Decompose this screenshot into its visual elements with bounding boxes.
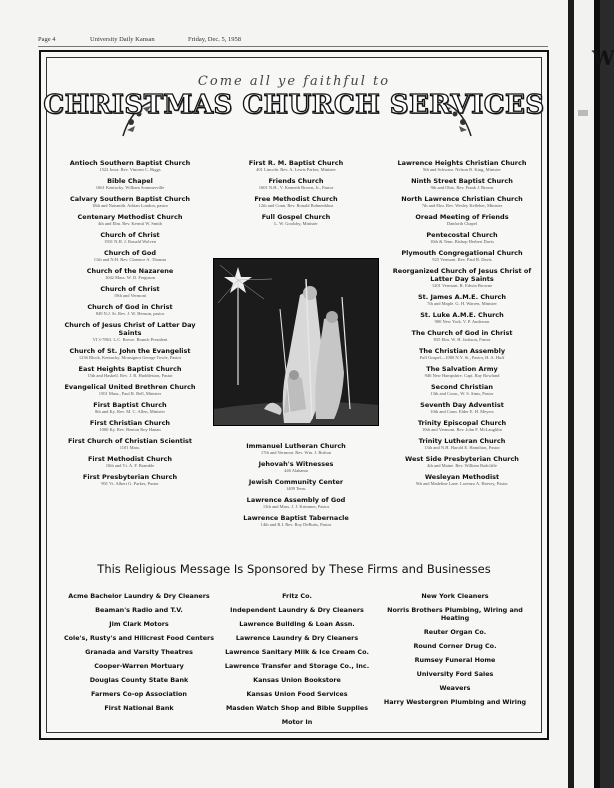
church-listing: [387, 177, 537, 191]
church-column-right: [387, 159, 537, 491]
sponsor-name: First National Bank: [104, 704, 174, 712]
church-address: 12th and Conn. Rev. Ronald Bohnenblust: [258, 203, 334, 208]
church-name: Church of God in Christ: [87, 303, 173, 311]
church-listing: [221, 478, 371, 492]
church-listing: [387, 419, 537, 433]
church-address: 401 Lincoln. Rev. A. Lewis Parker, Minister: [256, 167, 336, 172]
church-listing: [55, 365, 205, 379]
sponsor-name: Motor In: [281, 718, 313, 726]
sponsor-name: Farmers Co-op Association: [91, 690, 187, 698]
church-name: Seventh Day Adventist: [420, 401, 504, 409]
church-listing: [387, 311, 537, 325]
sponsor-name: Reuter Organ Co.: [423, 628, 487, 636]
church-name: The Christian Assembly: [418, 347, 506, 355]
advertisement-frame: [39, 50, 549, 740]
church-listing: [221, 177, 371, 191]
church-address: 849 N.J. St. Rev. J. W. Henson, pastor: [95, 311, 165, 316]
church-listing: [387, 159, 537, 173]
church-listing: [221, 514, 371, 528]
church-name: Evangelical United Brethren Church: [64, 383, 196, 391]
church-address: 10th and Vermont. Rev. John F. McLaughlin: [422, 427, 502, 432]
church-name: Church of St. John the Evangelist: [69, 347, 191, 355]
church-name: Centenary Methodist Church: [77, 213, 183, 221]
church-listing: [55, 473, 205, 487]
church-name: Friends Church: [268, 177, 324, 185]
church-name: Pentecostal Church: [426, 231, 498, 239]
church-name: Church of Christ: [100, 231, 160, 239]
adjacent-page-fragment-icon: W: [592, 46, 614, 70]
church-listing: [221, 496, 371, 510]
church-address: 1409 Tenn.: [285, 486, 307, 491]
church-listing: [55, 177, 205, 191]
church-name: The Church of God in Christ: [411, 329, 513, 337]
church-column-middle-lower: [221, 442, 371, 532]
church-listing: [55, 383, 205, 397]
church-listing: [387, 401, 537, 415]
sponsor-name: Rumsey Funeral Home: [414, 656, 496, 664]
church-listing: [387, 195, 537, 209]
church-listing: [55, 455, 205, 469]
sponsor-name: Kansas Union Food Services: [246, 690, 348, 698]
church-name: Reorganized Church of Jesus Christ of Latter Day Saints: [392, 267, 532, 283]
sponsor-name: Round Corner Drug Co.: [413, 642, 497, 650]
sponsor-name: Norris Brothers Plumbing, Wiring and Heating: [387, 606, 523, 622]
church-listing: [55, 285, 205, 299]
church-address: 17th and Vermont. Rev. Wm. J. Britton: [260, 450, 332, 455]
sponsor-name: Independent Laundry & Dry Cleaners: [230, 606, 364, 614]
church-name: Church of the Nazarene: [86, 267, 174, 275]
church-name: Church of Christ: [100, 285, 160, 293]
church-column-left: [55, 159, 205, 491]
nativity-illustration: [213, 258, 379, 426]
sponsor-name: Cooper-Warren Mortuary: [94, 662, 184, 670]
church-address: 1661 Kentucky. William Sommerville: [95, 185, 165, 190]
church-listing: [55, 303, 205, 317]
church-address: 835 Elm. W. H. Jackson, Pastor: [433, 337, 491, 342]
paper-name: University Daily Kansan: [90, 36, 155, 43]
church-listing: [387, 383, 537, 397]
church-address: Full Gospel—1000 N.Y. St., Pastor, H. A. Huff: [419, 355, 505, 360]
church-address: 1522 Iowa. Rev. Vincent C. Riggs: [99, 167, 161, 172]
church-listing: [387, 231, 537, 245]
church-address: 7th and Maple. G. H. Warren, Minister: [427, 301, 497, 306]
church-name: First R. M. Baptist Church: [248, 159, 344, 167]
church-listing: [55, 195, 205, 209]
church-name: First Presbyterian Church: [82, 473, 178, 481]
church-column-middle: [221, 159, 371, 231]
church-address: 1000 Ky. Rev. Benton Roy Hanan: [99, 427, 161, 432]
sponsor-name: Lawrence Transfer and Storage Co., Inc.: [224, 662, 370, 670]
church-address: 900 New York. V. P. Anderson: [434, 319, 490, 324]
church-address: 10th and Vt. A. F. Bramble: [105, 463, 155, 468]
sponsor-name: Kansas Union Bookstore: [253, 676, 341, 684]
church-address: 15th and Haskell. Rev. J. R. Huddleston, Pastor: [87, 373, 173, 378]
church-address: VI 3-7863. L.C. Brewe. Branch President: [92, 337, 168, 342]
church-name: Wesleyan Methodist: [424, 473, 500, 481]
sponsor-name: Granada and Varsity Theatres: [85, 648, 193, 656]
church-name: Trinity Lutheran Church: [418, 437, 506, 445]
headline-tagline: Come all ye faithful to: [197, 74, 391, 89]
sponsor-name: Masden Watch Shop and Bible Supplies: [225, 704, 369, 712]
sponsor-column-right: [375, 592, 535, 712]
church-address: 9th and Ohio. Rev. Frank J. Brown: [430, 185, 494, 190]
church-address: 10th & Tenn. Bishop Herbert Davis: [429, 239, 495, 244]
adjacent-page-edge: [568, 0, 614, 788]
church-name: West Side Presbyterian Church: [405, 455, 519, 463]
sponsor-name: Weavers: [439, 684, 471, 692]
church-listing: [55, 231, 205, 245]
church-address: 8th and Ky. Rev. M. C. Allen, Minister: [95, 409, 165, 414]
church-name: St. James A.M.E. Church: [417, 293, 507, 301]
church-listing: [387, 455, 537, 469]
church-name: First Methodist Church: [87, 455, 173, 463]
church-address: 13th and Conn., W. S. Sims, Pastor: [430, 391, 494, 396]
sponsor-heading: This Religious Message Is Sponsored by These Firms and Businesses: [97, 562, 491, 576]
church-name: Bible Chapel: [107, 177, 153, 185]
church-listing: [55, 419, 205, 433]
church-address: 18th and Naismith. Adrian London, pastor: [91, 203, 169, 208]
headline-title: CHRISTMAS CHURCH SERVICES: [43, 90, 545, 120]
church-address: 14th and R.I. Rev. Roy DeButts, Pastor: [260, 522, 332, 527]
church-address: 1601 N.H., V. Kenneth Brown, Jr., Pastor: [258, 185, 334, 190]
church-name: First Christian Church: [89, 419, 171, 427]
church-listing: [387, 329, 537, 343]
sponsor-name: Douglas County State Bank: [89, 676, 189, 684]
page-number: Page 4: [38, 36, 56, 43]
sponsor-name: Lawrence Laundry & Dry Cleaners: [235, 634, 359, 642]
church-address: 446 Alabama: [284, 468, 308, 473]
church-address: 1042 Mass. W. D. Ferguson: [104, 275, 156, 280]
church-address: 901 Vt. Albert G. Parker, Pastor: [101, 481, 159, 486]
church-address: 19th and Vermont: [113, 293, 147, 298]
church-name: Full Gospel Church: [261, 213, 331, 221]
church-address: 925 Vermont. Rev. Paul R. Davis: [432, 257, 492, 262]
church-name: The Salvation Army: [426, 365, 498, 373]
church-address: 7th and Elm. Rev. Wesley Kelleher, Minister: [421, 203, 503, 208]
sponsor-name: Lawrence Sanitary Milk & Ice Cream Co.: [225, 648, 369, 656]
sponsor-column-middle: [217, 592, 377, 732]
church-name: First Baptist Church: [93, 401, 167, 409]
church-address: 4th and Elm. Rev. Kermit W. Smith: [97, 221, 163, 226]
church-name: Jehovah's Witnesses: [258, 460, 334, 468]
sponsor-name: Lawrence Building & Loan Assn.: [239, 620, 355, 628]
sponsor-name: New York Cleaners: [421, 592, 489, 600]
church-listing: [387, 267, 537, 289]
church-listing: [221, 195, 371, 209]
church-name: Free Methodist Church: [254, 195, 338, 203]
church-name: Second Christian: [430, 383, 493, 391]
masthead: [38, 34, 548, 47]
church-address: 946 New Hampshire. Capt. Ray Rowland: [424, 373, 500, 378]
church-address: 1501 N.H. J. Ronald Wolven: [104, 239, 156, 244]
church-name: First Church of Christian Scientist: [67, 437, 193, 445]
church-address: Danforth Chapel: [446, 221, 478, 226]
sponsor-name: Harry Westergren Plumbing and Wiring: [383, 698, 527, 706]
church-listing: [55, 321, 205, 343]
church-name: Calvary Southern Baptist Church: [69, 195, 190, 203]
church-address: 1101 Mass.: [119, 445, 141, 450]
church-listing: [221, 460, 371, 474]
church-name: Oread Meeting of Friends: [415, 213, 509, 221]
sponsor-name: University Ford Sales: [416, 670, 494, 678]
sponsor-column-left: [59, 592, 219, 718]
church-name: Jewish Community Center: [248, 478, 344, 486]
church-address: 1236 Block, Kentucky. Monsignor George Towle, Pastor: [78, 355, 182, 360]
church-name: Antioch Southern Baptist Church: [69, 159, 191, 167]
church-name: Church of Jesus Christ of Latter Day Saints: [64, 321, 196, 337]
church-name: Church of God: [104, 249, 156, 257]
church-listing: [387, 437, 537, 451]
church-name: Lawrence Assembly of God: [246, 496, 346, 504]
church-address: 9th and Schwarz. Nelson B. King, Minister: [423, 167, 501, 172]
church-name: East Heights Baptist Church: [78, 365, 182, 373]
church-address: 11th and N.H. Rev. Clarence A. Thomas: [93, 257, 167, 262]
church-listing: [55, 347, 205, 361]
church-listing: [55, 401, 205, 415]
church-listing: [387, 347, 537, 361]
church-listing: [387, 213, 537, 227]
church-listing: [387, 365, 537, 379]
church-listing: [387, 473, 537, 487]
church-listing: [387, 249, 537, 263]
church-address: 1501 Mass., Paul R. Bell, Minister: [98, 391, 162, 396]
sponsor-name: Fritz Co.: [282, 592, 312, 600]
church-name: North Lawrence Christian Church: [401, 195, 523, 203]
church-address: 13th and Mass. J. J. Krimmer, Pastor: [262, 504, 330, 509]
issue-date: Friday, Dec. 5, 1958: [188, 36, 242, 43]
church-listing: [221, 213, 371, 227]
church-listing: [55, 267, 205, 281]
church-name: Trinity Episcopal Church: [417, 419, 507, 427]
church-name: Ninth Street Baptist Church: [411, 177, 513, 185]
church-address: 1201 Vermont. R. Edwin Browne: [431, 283, 493, 288]
sponsor-name: Cole's, Rusty's and Hillcrest Food Centers: [63, 634, 215, 642]
church-listing: [55, 249, 205, 263]
sponsor-name: Jim Clark Motors: [109, 620, 169, 628]
church-listing: [221, 442, 371, 456]
adjacent-page-bar: [578, 110, 588, 116]
church-address: L. W. Goolsby, Minister: [274, 221, 318, 226]
church-address: 10th and Conn. Elder E. H. Meyers: [430, 409, 494, 414]
church-name: Immanuel Lutheran Church: [246, 442, 346, 450]
church-name: Lawrence Heights Christian Church: [397, 159, 527, 167]
sponsor-name: Beaman's Radio and T.V.: [95, 606, 183, 614]
church-listing: [55, 437, 205, 451]
church-address: 9th and Madeline Lane. Lorenzo A. Harvey, Pastor: [416, 481, 508, 486]
church-name: Plymouth Congregational Church: [401, 249, 523, 257]
church-address: 13th and N.H. Harold E. Hamilton, Pastor: [424, 445, 500, 450]
sponsor-name: Acme Bachelor Laundry & Dry Cleaners: [68, 592, 210, 600]
church-listing: [55, 213, 205, 227]
church-name: St. Luke A.M.E. Church: [420, 311, 504, 319]
church-name: Lawrence Baptist Tabernacle: [243, 514, 349, 522]
church-address: 4th and Maine. Rev. William Radcliffe: [427, 463, 497, 468]
church-listing: [387, 293, 537, 307]
church-listing: [221, 159, 371, 173]
church-listing: [55, 159, 205, 173]
